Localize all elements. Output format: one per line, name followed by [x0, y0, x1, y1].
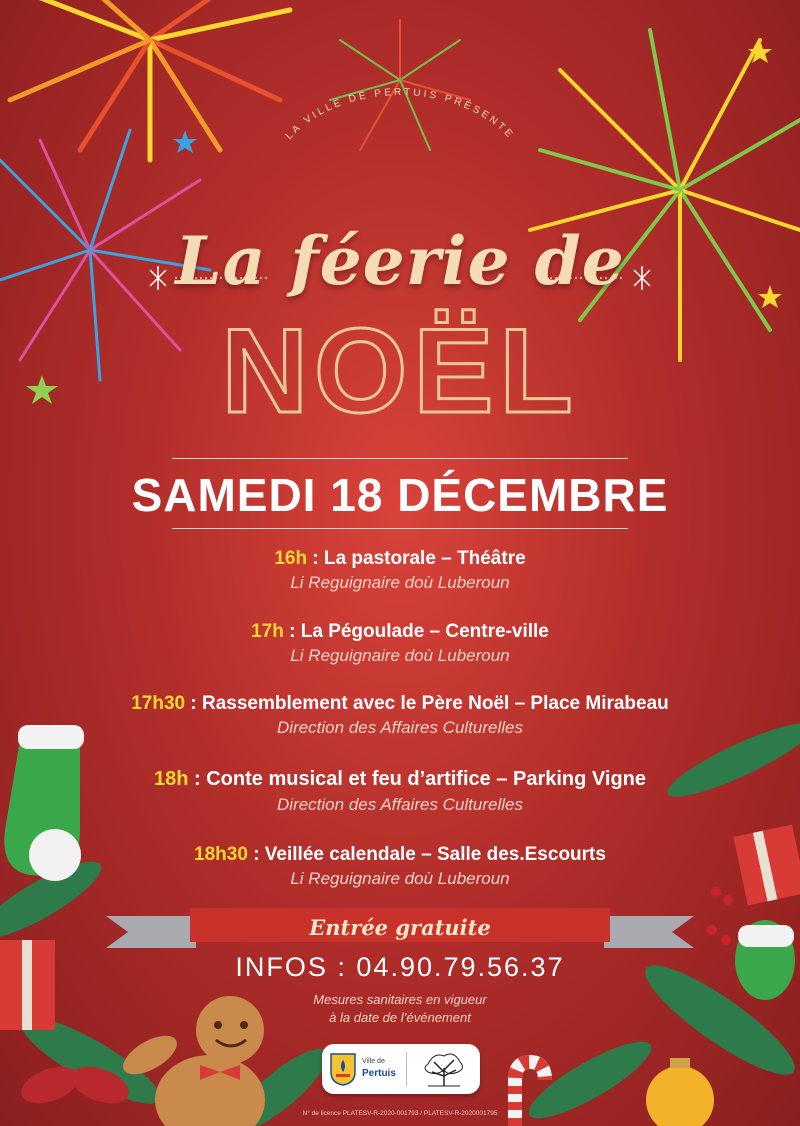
event-organizer: Direction des Affaires Culturelles: [277, 795, 523, 814]
sanitary-notice-line1: Mesures sanitaires en vigueur: [313, 992, 487, 1007]
free-entry-label: Entrée gratuite: [309, 915, 491, 940]
svg-text:LA VILLE DE PERTUIS PRÉSENTE: [284, 87, 517, 142]
title-script: La féerie de: [175, 222, 625, 300]
tree-logo-icon: [418, 1050, 470, 1088]
event-time: 17h30: [131, 693, 186, 714]
title-main-text: NOËL: [221, 304, 579, 430]
event-organizer: Li Reguignaire doù Luberoun: [290, 646, 510, 665]
event-item: [0, 621, 800, 643]
event-title: : La pastorale – Théâtre: [307, 548, 526, 569]
event-organizer: Li Reguignaire doù Luberoun: [290, 573, 510, 592]
event-item: [0, 844, 800, 866]
title-main: [180, 300, 620, 430]
logo-city-name: Pertuis: [362, 1068, 396, 1079]
event-date: SAMEDI 18 DÉCEMBRE: [131, 469, 669, 521]
partner-logos: [322, 1044, 480, 1094]
event-organizer: Li Reguignaire doù Luberoun: [290, 869, 510, 888]
licence-number: N° de licence PLATESV-R-2020-001793 / PLATESV-R-2020001795: [302, 1110, 498, 1117]
logo-separator: [406, 1052, 407, 1086]
infos-phone: INFOS : 04.90.79.56.37: [235, 952, 565, 982]
event-time: 17h: [251, 621, 284, 642]
event-item: [0, 768, 800, 791]
event-title: : Rassemblement avec le Père Noël – Place Mirabeau: [185, 693, 669, 714]
divider-bottom: [172, 528, 628, 529]
event-title: : Veillée calendale – Salle des.Escourts: [247, 844, 606, 865]
event-time: 16h: [274, 548, 308, 569]
sanitary-notice-line2: à la date de l’événement: [329, 1010, 471, 1025]
berry-icon: [707, 887, 733, 945]
event-time: 18h30: [194, 844, 248, 865]
event-organizer: Direction des Affaires Culturelles: [277, 718, 523, 737]
event-time: 18h: [154, 768, 189, 790]
event-title: : La Pégoulade – Centre-ville: [283, 621, 549, 642]
presenter-text: LA VILLE DE PERTUIS PRÉSENTE: [283, 87, 517, 142]
city-emblem-icon: [330, 1052, 356, 1086]
event-title: : Conte musical et feu d’artifice – Parking Vigne: [188, 768, 646, 790]
event-item: [0, 548, 800, 570]
divider-top: [172, 458, 628, 459]
event-item: [0, 693, 800, 715]
logo-ville-label: Ville de: [362, 1058, 385, 1065]
